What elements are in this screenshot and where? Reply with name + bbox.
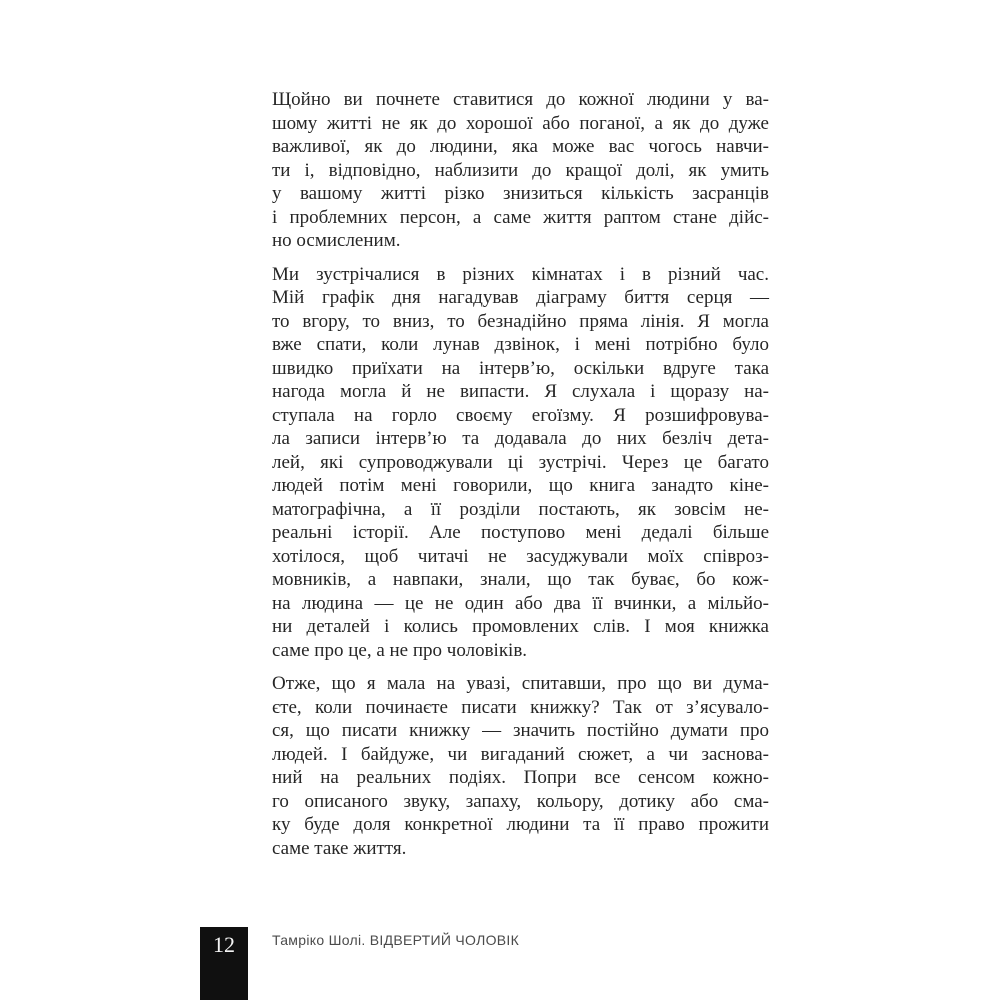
text-line: на людина — це не один або два її вчинки, а мільйо- — [272, 592, 769, 614]
running-title: Тамріко Шолі. ВІДВЕРТИЙ ЧОЛОВІК — [272, 932, 520, 948]
text-line: матографічна, а її розділи постають, як зовсім не- — [272, 498, 769, 520]
text-line: но осмисленим. — [272, 230, 401, 251]
text-line: і проблемних персон, а саме життя раптом стане дійс- — [272, 206, 769, 228]
text-line: ни деталей і колись промовлених слів. І моя книжка — [272, 616, 769, 637]
text-line: го описаного звуку, запаху, кольору, дотику або сма- — [272, 790, 769, 812]
text-line: ти і, відповідно, наблизити до кращої долі, як умить — [272, 159, 769, 181]
text-line: швидко приїхати на інтерв’ю, оскільки вдруге така — [272, 357, 769, 379]
text-line: ку буде доля конкретної людини та її право прожити — [272, 814, 769, 835]
text-line: ступала на горло своєму егоїзму. Я розшифровува- — [272, 404, 769, 426]
text-line: реальні історії. Але поступово мені дедалі більше — [272, 522, 769, 543]
text-line: то вгору, то вниз, то безнадійно пряма лінія. Я могла — [272, 310, 769, 332]
text-line: ний на реальних подіях. Попри все сенсом кожно- — [272, 767, 769, 788]
text-line: у вашому житті різко знизиться кількість засранців — [272, 183, 769, 204]
text-line: мовників, а навпаки, знали, що так буває, бо кож- — [272, 569, 769, 590]
body-paragraph — [272, 672, 769, 860]
body-paragraph — [272, 263, 769, 663]
text-line: Отже, що я мала на увазі, спитавши, про що ви дума- — [272, 673, 769, 694]
text-line: саме таке життя. — [272, 837, 407, 859]
text-line: лей, які супроводжували ці зустрічі. Через це багато — [272, 451, 769, 473]
text-line: людей. І байдуже, чи вигаданий сюжет, а чи заснова- — [272, 743, 769, 765]
page-number: 12 — [213, 932, 235, 957]
text-line: нагода могла й не випасти. Я слухала і щоразу на- — [272, 381, 769, 402]
text-line: єте, коли починаєте писати книжку? Так от з’ясувало- — [272, 696, 769, 718]
text-line: ся, що писати книжку — значить постійно думати про — [272, 720, 769, 741]
text-line: Щойно ви почнете ставитися до кожної людини у ва- — [272, 89, 769, 110]
text-line: Мій графік дня нагадував діаграму биття серця — — [272, 287, 769, 308]
body-paragraph — [272, 88, 769, 253]
text-line: саме про це, а не про чоловіків. — [272, 639, 528, 661]
text-line: людей потім мені говорили, що книга занадто кіне- — [272, 475, 769, 496]
page-number-box — [200, 927, 248, 1000]
text-line: Ми зустрічалися в різних кімнатах і в різний час. — [272, 263, 769, 285]
text-line: шому житті не як до хорошої або поганої, а як до дуже — [272, 112, 769, 134]
text-block — [272, 88, 769, 870]
text-line: хотілося, щоб читачі не засуджували моїх співроз- — [272, 545, 769, 567]
text-line: вже спати, коли лунав дзвінок, і мені потрібно було — [272, 334, 769, 355]
text-line: ла записи інтерв’ю та додавала до них безліч дета- — [272, 428, 769, 449]
text-line: важливої, як до людини, яка може вас чогось навчи- — [272, 136, 769, 157]
